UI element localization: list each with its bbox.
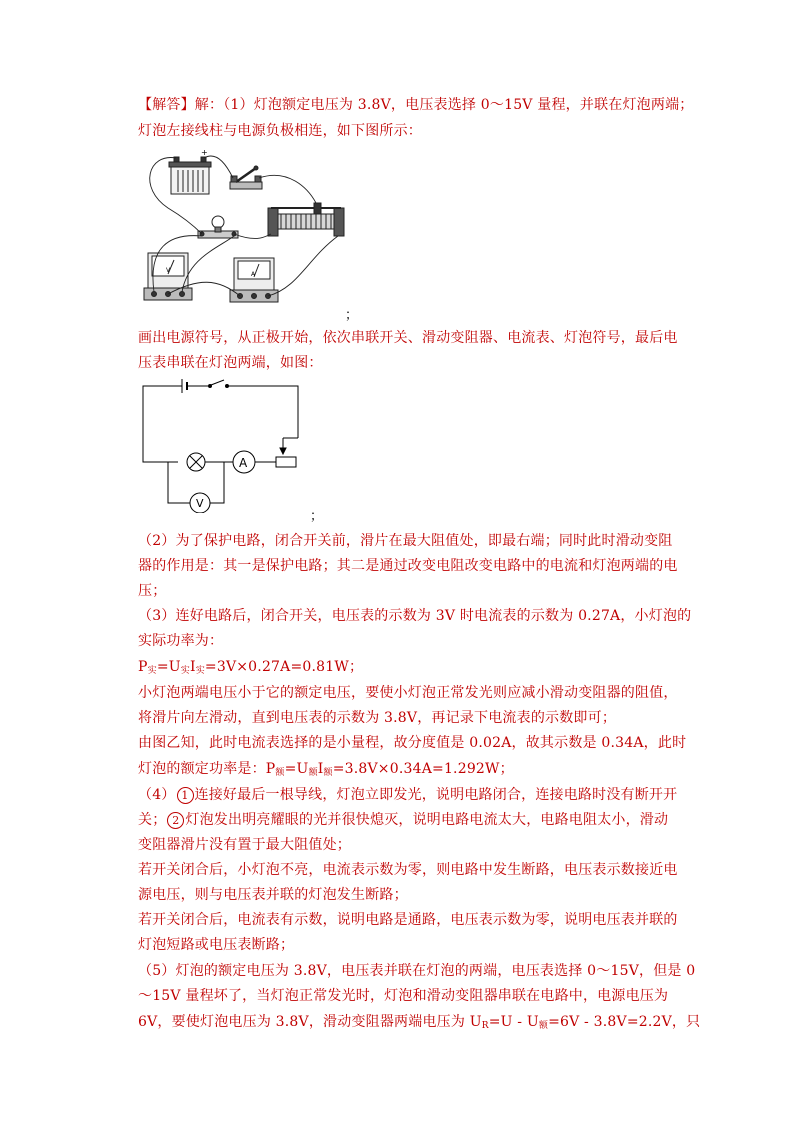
text-span: 器的作用是：其一是保护电路；其二是通过改变电阻改变电路中的电流和灯泡两端的电 (138, 558, 678, 574)
text-span: 压表串联在灯泡两端，如图： (138, 355, 323, 371)
rheostat-symbol (276, 457, 296, 467)
text-line-17 (138, 835, 351, 855)
ammeter-symbol-label: A (239, 456, 248, 470)
text-span: =6V - 3.8V=2.2V，只 (548, 1014, 701, 1030)
text-span: 灯泡的额定功率是：P (138, 761, 276, 777)
figure2-semicolon: ； (310, 509, 324, 524)
text-span: 灯泡左接线柱与电源负极相连，如下图所示： (138, 123, 422, 139)
text-line-18 (138, 860, 678, 880)
text-span: 小灯泡两端电压小于它的额定电压，要使小灯泡正常发光则应减小滑动变阻器的阻值， (138, 685, 678, 701)
text-span: 若开关闭合后，电流表有示数，说明电路是通路，电压表示数为零，说明电压表并联的 (138, 912, 678, 928)
rheostat-icon (268, 203, 344, 236)
subscript: 实 (147, 666, 157, 676)
text-line-21 (138, 935, 294, 955)
formula-rated-power (138, 759, 514, 783)
text-span: 将滑片向左滑动，直到电压表的示数为 3.8V，再记录下电流表的示数即可； (138, 710, 617, 726)
text-line-22 (138, 961, 695, 981)
switch-blade (211, 380, 224, 385)
text-span: 若开关闭合后，小灯泡不亮，电流表示数为零，则电路中发生断路，电压表示数接近电 (138, 862, 678, 878)
knife-switch-icon (230, 166, 262, 189)
text-line-13 (138, 733, 686, 753)
subscript: R (481, 1021, 489, 1031)
circled-number-2: 2 (167, 812, 184, 829)
schematic-circuit-figure (138, 373, 313, 513)
subscript: 额 (275, 768, 285, 778)
ammeter-label: A (251, 271, 256, 278)
text-span: I (189, 659, 196, 675)
text-span: 连接好最后一根导线，灯泡立即发光，说明电路闭合，连接电路时没有断开开 (194, 787, 678, 803)
subscript: 额 (308, 768, 318, 778)
text-span: =U - U (488, 1014, 539, 1030)
voltmeter-label: V (166, 267, 171, 274)
text-span: =3V×0.27A=0.81W； (204, 659, 364, 675)
text-line-24 (138, 1012, 700, 1036)
text-line-11 (138, 683, 678, 703)
figure1-semicolon: ； (345, 308, 359, 323)
subscript: 实 (195, 666, 205, 676)
text-span: 关； (138, 812, 167, 828)
battery-icon (169, 157, 211, 194)
text-span: =3.8V×0.34A=1.292W； (332, 761, 514, 777)
text-line-12 (138, 708, 616, 728)
text-line-3 (138, 328, 678, 348)
voltmeter-symbol-label: V (196, 497, 204, 510)
text-line-5 (138, 531, 673, 551)
text-span: （5）灯泡的额定电压为 3.8V，电压表并联在灯泡的两端，电压表选择 0～15V，但是 0 (138, 963, 696, 979)
text-span: =U (156, 659, 181, 675)
text-line-1 (138, 95, 693, 115)
text-span: =U (284, 761, 309, 777)
text-span: 6V，要使灯泡电压为 3.8V，滑动变阻器两端电压为 U (138, 1014, 482, 1030)
subscript: 额 (323, 768, 333, 778)
text-span: ～15V 量程坏了，当灯泡正常发光时，灯泡和滑动变阻器串联在电路中，电源电压为 (138, 988, 669, 1004)
subscript: 实 (180, 666, 190, 676)
text-line-8 (138, 606, 691, 626)
text-line-20 (138, 910, 678, 930)
text-line-19 (138, 885, 408, 905)
text-span: 源电压，则与电压表并联的灯泡发生断路； (138, 887, 408, 903)
text-span: I (317, 761, 324, 777)
text-span: （3）连好电路后，闭合开关，电压表的示数为 3V 时电流表的示数为 0.27A，小灯泡的 (138, 608, 692, 624)
answer-heading-text: 【解答】解：（1）灯泡额定电压为 3.8V，电压表选择 0～15V 量程，并联在灯泡两端； (138, 97, 694, 113)
text-span: 由图乙知，此时电流表选择的是小量程，故分度值是 0.02A，故其示数是 0.34A，此时 (138, 735, 687, 751)
text-span: P (138, 659, 148, 675)
text-line-7 (138, 581, 166, 601)
text-span: 实际功率为： (138, 633, 224, 649)
text-line-4 (138, 353, 323, 373)
text-span: 灯泡短路或电压表断路； (138, 937, 295, 953)
bulb-icon (198, 216, 238, 238)
text-span: 画出电源符号，从正极开始，依次串联开关、滑动变阻器、电流表、灯泡符号，最后电 (138, 330, 678, 346)
wire-left (143, 386, 182, 462)
text-line-23 (138, 986, 668, 1006)
text-line-2 (138, 121, 422, 141)
circled-number-1: 1 (177, 787, 194, 804)
text-span: （4） (138, 787, 176, 803)
text-span: 变阻器滑片没有置于最大阻值处； (138, 837, 351, 853)
plus-sign: + (201, 148, 208, 157)
text-line-16 (138, 810, 668, 830)
subscript: 额 (538, 1021, 549, 1031)
text-line-6 (138, 556, 678, 576)
text-span: （2）为了保护电路，闭合开关前，滑片在最大阻值处，即最右端；同时此时滑动变阻 (138, 533, 673, 549)
text-span: 压； (138, 583, 167, 599)
voltmeter-icon (144, 253, 192, 300)
text-line-9 (138, 631, 223, 651)
physical-circuit-figure (138, 148, 348, 314)
text-span: 灯泡发出明亮耀眼的光并很快熄灭，说明电路电流太大，电路电阻太小，滑动 (185, 812, 669, 828)
formula-actual-power (138, 657, 363, 681)
text-line-15 (138, 785, 677, 805)
